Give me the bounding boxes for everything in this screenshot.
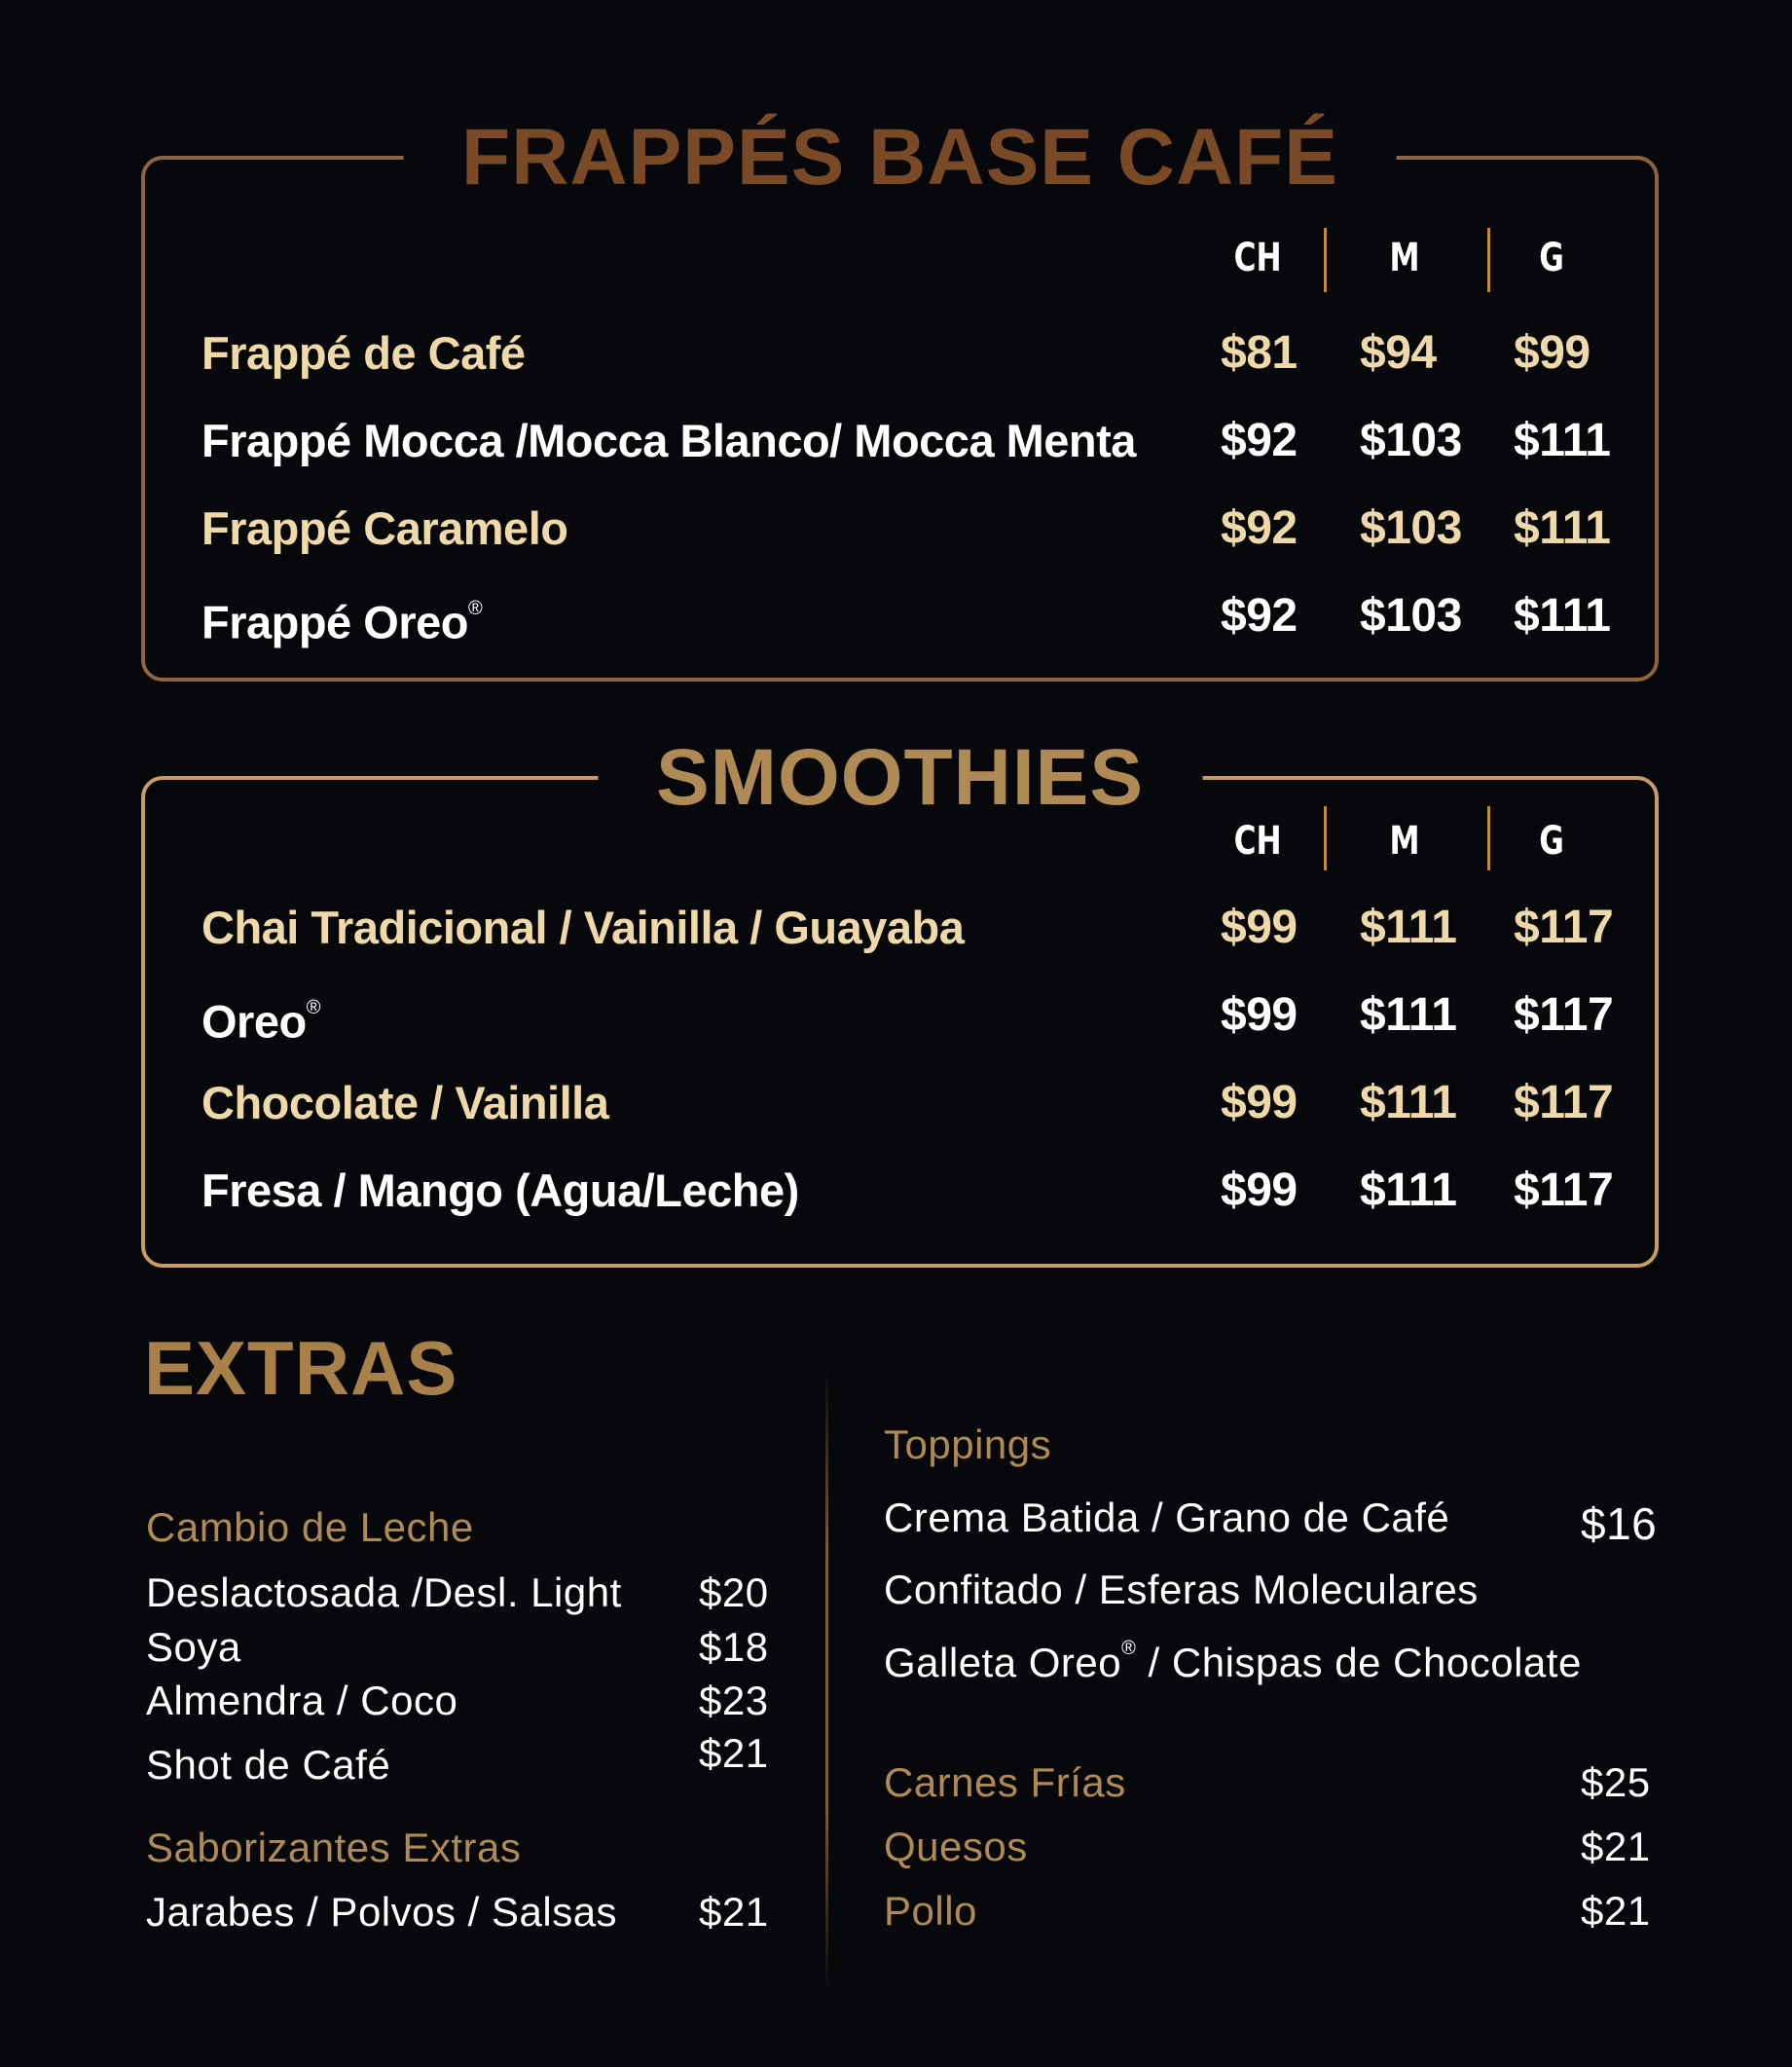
menu-row [201, 977, 1614, 1054]
size-header-g: G [1539, 819, 1564, 864]
menu-row [201, 1064, 1614, 1142]
item-name [201, 977, 320, 1061]
extras-title: EXTRAS [144, 1325, 458, 1411]
menu-row [201, 889, 1614, 967]
item-name: Chocolate / Vainilla [201, 1077, 609, 1128]
toppings-heading: Toppings [884, 1421, 1052, 1467]
extra-item: Almendra / Coco [146, 1678, 458, 1723]
extra-item: Soya [146, 1624, 241, 1670]
extra-price: $21 [1581, 1824, 1651, 1869]
price-ch: $92 [1221, 415, 1298, 466]
extra-heading-item: Carnes Frías [884, 1759, 1126, 1805]
price-ch: $99 [1221, 989, 1298, 1041]
price-g: $111 [1514, 590, 1611, 642]
price-m: $103 [1360, 415, 1462, 466]
topping-item: Crema Batida / Grano de Café [884, 1495, 1450, 1540]
registered-mark: ® [306, 997, 320, 1018]
price-m: $103 [1360, 502, 1462, 554]
price-g: $111 [1514, 502, 1611, 554]
price-ch: $92 [1221, 502, 1298, 554]
price-ch: $99 [1221, 1077, 1298, 1128]
topping-item: Confitado / Esferas Moleculares [884, 1567, 1479, 1612]
toppings-price: $16 [1581, 1498, 1658, 1549]
extra-price: $18 [699, 1624, 769, 1670]
item-name: Chai Tradicional / Vainilla / Guayaba [201, 902, 965, 953]
price-g: $117 [1514, 1077, 1614, 1128]
item-name: Fresa / Mango (Agua/Leche) [201, 1164, 799, 1216]
item-name-text: Oreo [201, 995, 307, 1048]
size-separator [1487, 806, 1490, 870]
price-m: $111 [1360, 902, 1457, 953]
extra-price: $21 [1581, 1888, 1651, 1934]
price-g: $117 [1514, 902, 1614, 953]
price-m: $111 [1360, 989, 1457, 1041]
price-m: $94 [1360, 327, 1437, 379]
menu-row [201, 314, 1603, 392]
cambio-leche-heading: Cambio de Leche [146, 1504, 474, 1550]
menu-row [201, 490, 1611, 568]
extra-price: $20 [699, 1569, 769, 1615]
extra-price: $21 [699, 1730, 769, 1776]
extra-item: Shot de Café [146, 1742, 391, 1788]
size-header-m: M [1389, 236, 1420, 280]
item-name [201, 577, 482, 662]
saborizantes-heading: Saborizantes Extras [146, 1825, 522, 1870]
extras-divider [825, 1368, 828, 1991]
size-header-m: M [1389, 819, 1420, 864]
extra-price: $21 [699, 1889, 769, 1935]
registered-mark: ® [467, 598, 483, 619]
registered-mark: ® [1121, 1638, 1137, 1659]
item-name: Frappé de Café [201, 327, 526, 379]
price-m: $103 [1360, 590, 1462, 642]
menu-row [201, 402, 1611, 480]
size-separator [1324, 806, 1327, 870]
extra-price: $25 [1581, 1759, 1651, 1805]
price-m: $111 [1360, 1164, 1457, 1216]
frappes-title: FRAPPÉS BASE CAFÉ [403, 109, 1397, 206]
frappes-panel [141, 113, 1659, 682]
price-g: $111 [1514, 415, 1611, 466]
smoothies-panel [141, 733, 1659, 1268]
extra-heading-item: Quesos [884, 1824, 1028, 1869]
topping-item-text: Galleta Oreo [884, 1640, 1122, 1685]
item-name: Frappé Mocca /Mocca Blanco/ Mocca Menta [201, 415, 1136, 466]
topping-item-text: / Chispas de Chocolate [1136, 1640, 1582, 1685]
item-name-text: Frappé Oreo [201, 596, 468, 648]
size-header-ch: CH [1233, 236, 1282, 280]
price-ch: $99 [1221, 1164, 1298, 1216]
price-m: $111 [1360, 1077, 1457, 1128]
menu-row [201, 577, 1611, 655]
size-header-g: G [1539, 236, 1564, 280]
price-g: $99 [1514, 327, 1591, 379]
smoothies-title: SMOOTHIES [598, 729, 1202, 827]
topping-item [884, 1640, 1582, 1686]
size-separator [1487, 228, 1490, 292]
extra-price: $23 [699, 1678, 769, 1723]
extra-heading-item: Pollo [884, 1888, 977, 1934]
price-ch: $92 [1221, 590, 1298, 642]
price-g: $117 [1514, 1164, 1614, 1216]
size-separator [1324, 228, 1327, 292]
price-ch: $81 [1221, 327, 1298, 379]
extra-item: Jarabes / Polvos / Salsas [146, 1889, 618, 1935]
item-name: Frappé Caramelo [201, 502, 568, 554]
price-ch: $99 [1221, 902, 1298, 953]
menu-row [201, 1152, 1614, 1230]
price-g: $117 [1514, 989, 1614, 1041]
extra-item: Deslactosada /Desl. Light [146, 1569, 622, 1615]
size-header-ch: CH [1233, 819, 1282, 864]
